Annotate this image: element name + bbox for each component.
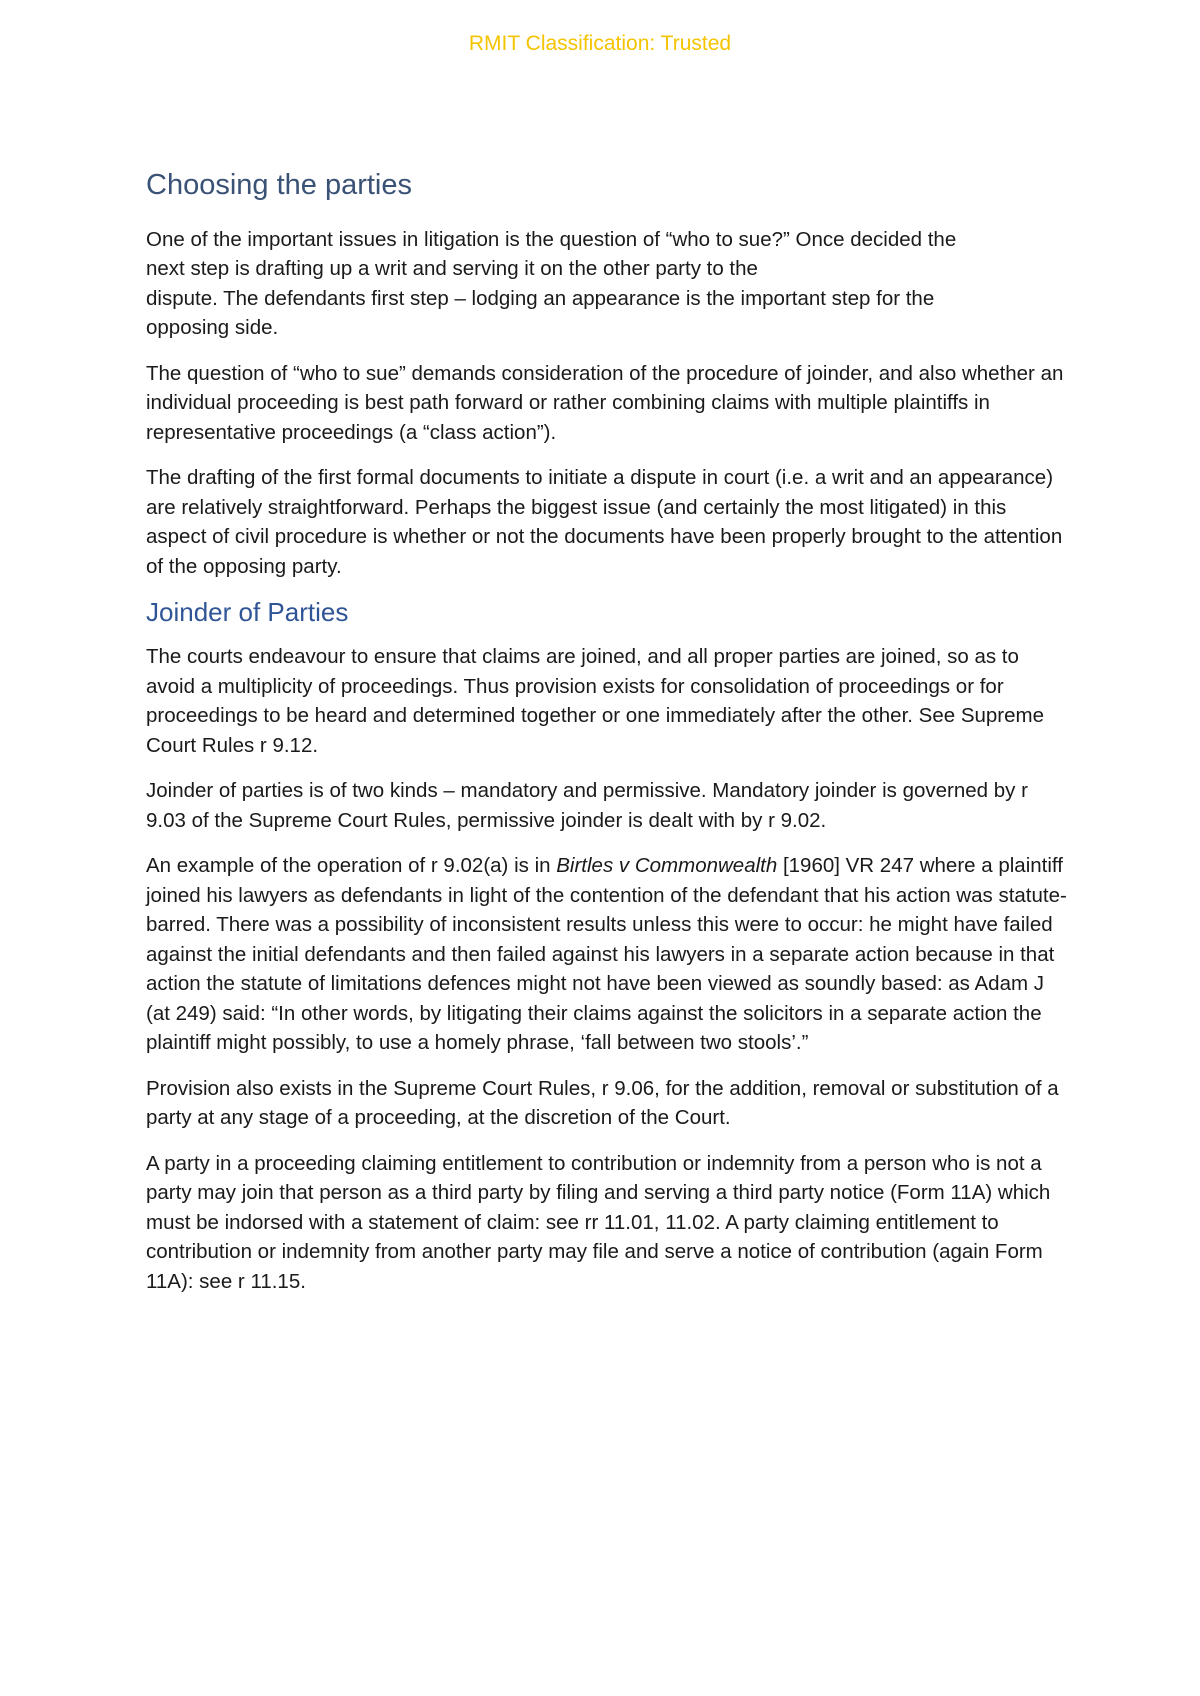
- paragraph-line: opposing side.: [146, 316, 279, 340]
- paragraph-courts-endeavour: The courts endeavour to ensure that claims are joined, and all proper parties are joined, so as to avoid a multiplicity of proceedings. Thus provision exists for consolidation of proceedings or for proceedings to be heard and determined together or one immediately after the other. See Supreme Court Rules r 9.12.: [146, 645, 1045, 757]
- paragraph-addition-removal: Provision also exists in the Supreme Court Rules, r 9.06, for the addition, removal or substitution of a party at any stage of a proceeding, at the discretion of the Court.: [146, 1076, 1059, 1130]
- paragraph-text: [1960] VR 247 where a plaintiff joined his lawyers as defendants in light of the contention of the defendant that his action was statute-barred. There was a possibility of inconsistent results unless this were to occur: he might have failed against the initial defendants and then failed against his lawyers in a separate action because in that action the statute of limitations defences might not have been viewed as soundly based: as Adam J (at 249) said: “In other words, by litigating their claims against the solicitors in a separate action the plaintiff might possibly, to use a homely phrase, ‘fall between two stools’.”: [146, 854, 1067, 1055]
- heading-choosing-the-parties: Choosing the parties: [146, 169, 412, 201]
- case-citation: Birtles v Commonwealth: [556, 854, 778, 878]
- paragraph-two-kinds: Joinder of parties is of two kinds – mandatory and permissive. Mandatory joinder is governed by r 9.03 of the Supreme Court Rules, permissive joinder is dealt with by r 9.02.: [146, 779, 1028, 832]
- paragraph-third-party: A party in a proceeding claiming entitlement to contribution or indemnity from a person who is not a party may join that person as a third party by filing and serving a third party notice (Form 11A) which must be indorsed with a statement of claim: see rr 11.01, 11.02. A party claiming entitlement to contribution or indemnity from another party may file and serve a notice of contribution (again Form 11A): see r 11.15.: [146, 1151, 1051, 1293]
- paragraph-joinder-question: The question of “who to sue” demands consideration of the procedure of joinder, and also whether an individual proceeding is best path forward or rather combining claims with multiple plaintiffs in representative proceedings (a “class action”).: [146, 361, 1064, 444]
- paragraph-birtles-example: [146, 851, 1071, 1058]
- document-body: [146, 168, 1071, 1312]
- paragraph-who-to-sue: [146, 225, 1071, 343]
- paragraph-drafting-documents: The drafting of the first formal documents to initiate a dispute in court (i.e. a writ and an appearance) are relatively straightforward. Perhaps the biggest issue (and certainly the most litigated) in this aspect of civil procedure is whether or not the documents have been properly brought to the attention of the opposing party.: [146, 466, 1063, 578]
- paragraph-line: dispute. The defendants first step – lodging an appearance is the important step for the: [146, 286, 935, 310]
- paragraph-text: An example of the operation of r 9.02(a) is in: [146, 854, 557, 878]
- classification-label: RMIT Classification: Trusted: [468, 32, 732, 55]
- paragraph-line: One of the important issues in litigation is the question of “who to sue?” Once decided the: [146, 227, 957, 251]
- heading-joinder-of-parties: Joinder of Parties: [146, 597, 349, 628]
- paragraph-line: next step is drafting up a writ and serving it on the other party to the: [146, 257, 758, 281]
